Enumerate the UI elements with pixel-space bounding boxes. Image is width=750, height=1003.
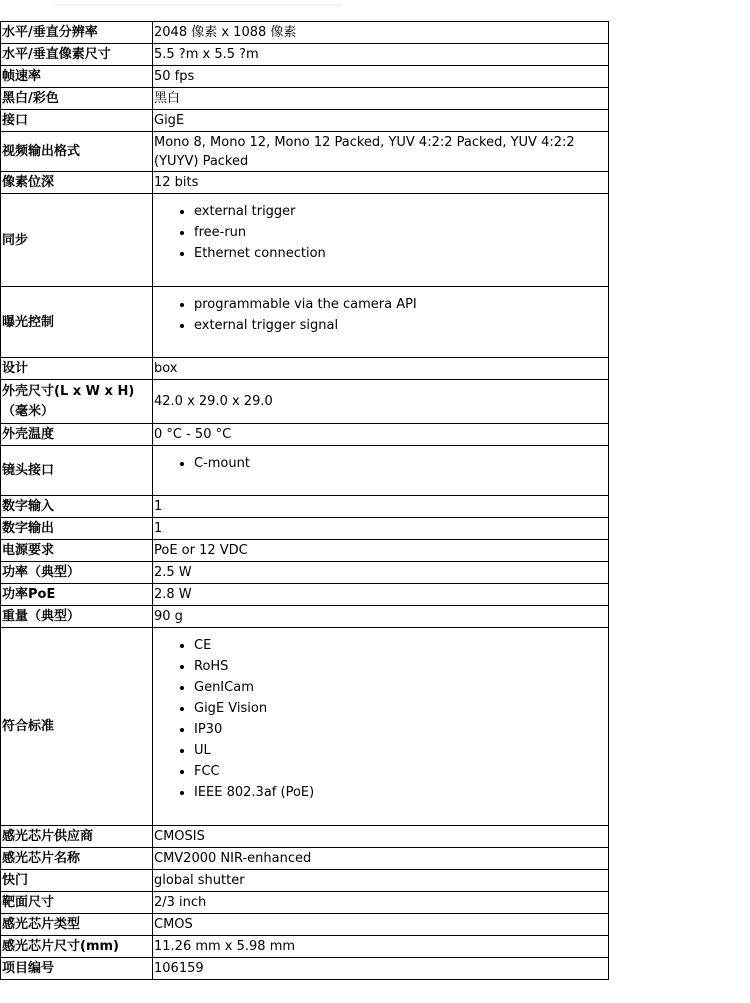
spec-label: 外壳温度 [1,424,153,446]
spec-row [1,496,609,518]
spec-list-item: • UL [194,740,608,761]
spec-label: 水平/垂直像素尺寸 [1,44,153,66]
spec-row [1,914,609,936]
spec-row [1,936,609,958]
spec-value [153,194,609,287]
spec-value-list [154,294,608,336]
spec-list-item: • C-mount [194,453,608,474]
spec-value: CMOSIS [153,826,609,848]
spec-list-item: • free-run [194,222,608,243]
spec-value: 5.5 ?m x 5.5 ?m [153,44,609,66]
spec-list-item: • external trigger signal [194,315,608,336]
spec-label: 快门 [1,870,153,892]
spec-value: 106159 [153,958,609,980]
spec-label: 电源要求 [1,540,153,562]
spec-value: 黑白 [153,88,609,110]
spec-label: 功率PoE [1,584,153,606]
spec-value: global shutter [153,870,609,892]
spec-value-list [154,635,608,803]
spec-value: 12 bits [153,172,609,194]
spec-value: PoE or 12 VDC [153,540,609,562]
spec-list-item: • GigE Vision [194,698,608,719]
spec-value: 50 fps [153,66,609,88]
spec-list-item: • GenICam [194,677,608,698]
spec-label: 感光芯片类型 [1,914,153,936]
spec-row [1,540,609,562]
spec-row [1,358,609,380]
spec-label: 视频输出格式 [1,132,153,172]
spec-label: 感光芯片供应商 [1,826,153,848]
spec-label: 感光芯片尺寸(mm) [1,936,153,958]
spec-label: 同步 [1,194,153,287]
spec-value: Mono 8, Mono 12, Mono 12 Packed, YUV 4:2:2 Packed, YUV 4:2:2 (YUYV) Packed [153,132,609,172]
spec-row [1,380,609,424]
spec-value: GigE [153,110,609,132]
faint-header-line [52,4,342,7]
spec-value: 2/3 inch [153,892,609,914]
spec-label: 数字输出 [1,518,153,540]
spec-value [153,287,609,358]
spec-row [1,446,609,496]
spec-list-item: • programmable via the camera API [194,294,608,315]
spec-label: 黑白/彩色 [1,88,153,110]
spec-list-item: • RoHS [194,656,608,677]
spec-label: 功率（典型） [1,562,153,584]
spec-value [153,628,609,826]
spec-label: 感光芯片名称 [1,848,153,870]
spec-row [1,22,609,44]
spec-list-item: • CE [194,635,608,656]
spec-table [0,21,609,980]
spec-label: 数字输入 [1,496,153,518]
spec-label: 设计 [1,358,153,380]
spec-row [1,628,609,826]
spec-row [1,958,609,980]
spec-value: 2.8 W [153,584,609,606]
spec-value: 11.26 mm x 5.98 mm [153,936,609,958]
spec-list-item: • IP30 [194,719,608,740]
spec-value: CMOS [153,914,609,936]
spec-row [1,132,609,172]
spec-label: 符合标准 [1,628,153,826]
spec-row [1,88,609,110]
spec-row [1,848,609,870]
spec-list-item: • external trigger [194,201,608,222]
spec-row [1,110,609,132]
spec-label: 水平/垂直分辨率 [1,22,153,44]
spec-label: 靶面尺寸 [1,892,153,914]
spec-row [1,518,609,540]
spec-row [1,562,609,584]
spec-label: 帧速率 [1,66,153,88]
spec-row [1,870,609,892]
spec-value: 90 g [153,606,609,628]
spec-value: CMV2000 NIR-enhanced [153,848,609,870]
spec-row [1,826,609,848]
spec-value: 2.5 W [153,562,609,584]
spec-list-item: • IEEE 802.3af (PoE) [194,782,608,803]
spec-value-list [154,453,608,474]
spec-label: 接口 [1,110,153,132]
spec-row [1,194,609,287]
spec-list-item: • Ethernet connection [194,243,608,264]
spec-row [1,66,609,88]
spec-row [1,172,609,194]
spec-value [153,446,609,496]
spec-value: 1 [153,496,609,518]
spec-value-list [154,201,608,264]
spec-row [1,584,609,606]
spec-row [1,44,609,66]
spec-value: 1 [153,518,609,540]
spec-label: 外壳尺寸(L x W x H)（毫米） [1,380,153,424]
spec-row [1,892,609,914]
spec-row [1,606,609,628]
spec-value: 0 °C - 50 °C [153,424,609,446]
spec-row [1,424,609,446]
spec-list-item: • FCC [194,761,608,782]
spec-value: box [153,358,609,380]
spec-label: 像素位深 [1,172,153,194]
spec-label: 项目编号 [1,958,153,980]
spec-row [1,287,609,358]
spec-label: 重量（典型） [1,606,153,628]
spec-label: 镜头接口 [1,446,153,496]
spec-value: 2048 像素 x 1088 像素 [153,22,609,44]
spec-table-body [1,22,609,980]
spec-label: 曝光控制 [1,287,153,358]
spec-value: 42.0 x 29.0 x 29.0 [153,380,609,424]
